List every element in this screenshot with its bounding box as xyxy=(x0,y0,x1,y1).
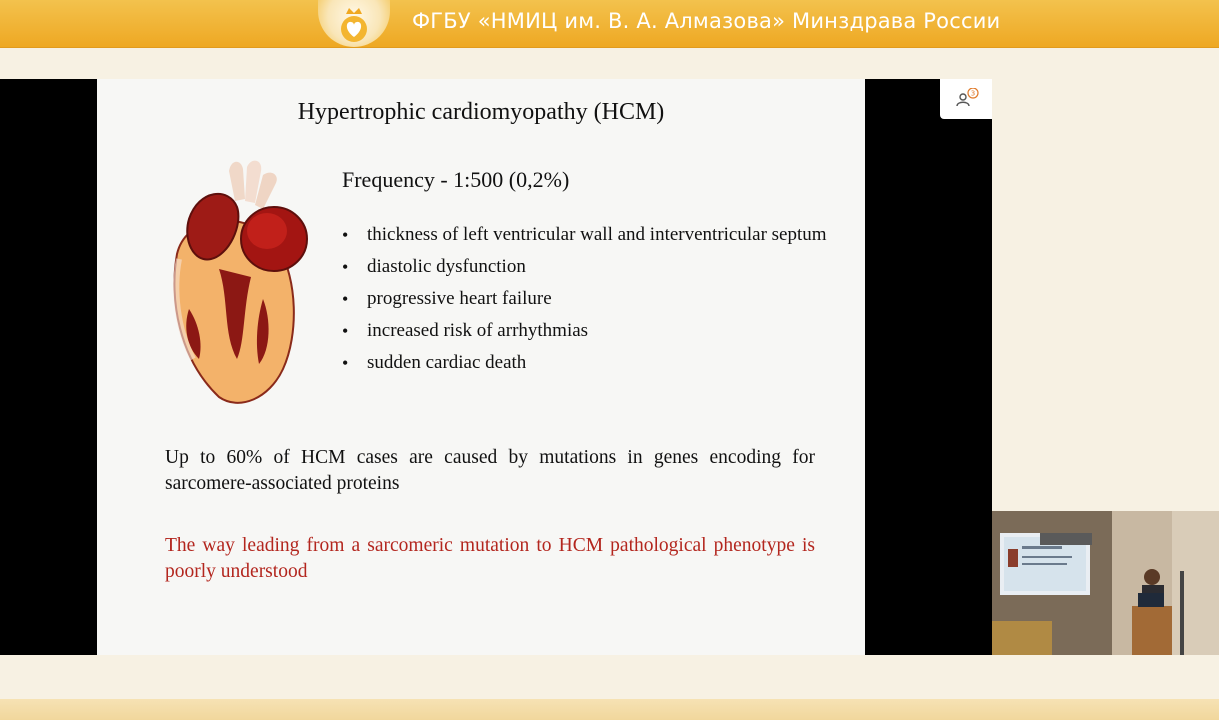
letterbox-left xyxy=(0,79,97,655)
bullet-item: • progressive heart failure xyxy=(342,286,832,312)
heart-crown-logo xyxy=(318,0,390,47)
footer-bar xyxy=(0,699,1219,720)
bullet-item: • thickness of left ventricular wall and interventricular septum xyxy=(342,222,832,248)
speaker-camera-feed xyxy=(992,511,1219,655)
presentation-slide xyxy=(97,79,865,655)
viewer-counter-button[interactable] xyxy=(940,79,992,119)
mutation-paragraph: Up to 60% of HCM cases are caused by mutations in genes encoding for sarcomere-associated proteins xyxy=(165,447,815,494)
speaker-video xyxy=(992,511,1219,655)
heart-illustration xyxy=(159,159,319,409)
bullet-item: • sudden cardiac death xyxy=(342,350,832,376)
header-bar xyxy=(0,0,1219,48)
viewer-count: 3 xyxy=(970,89,976,98)
frequency-text: Frequency - 1:500 (0,2%) xyxy=(342,167,570,192)
bullet-list xyxy=(342,222,832,382)
slide-title: Hypertrophic cardiomyopathy (HCM) xyxy=(297,99,665,125)
letterbox-right xyxy=(865,79,992,655)
bullet-item: • diastolic dysfunction xyxy=(342,254,832,280)
emphasis-paragraph: The way leading from a sarcomeric mutation to HCM pathological phenotype is poorly understood xyxy=(165,535,815,582)
organization-name: ФГБУ «НМИЦ им. В. А. Алмазова» Минздрава России xyxy=(412,9,1001,33)
users-icon xyxy=(953,88,979,110)
bullet-item: • increased risk of arrhythmias xyxy=(342,318,832,344)
